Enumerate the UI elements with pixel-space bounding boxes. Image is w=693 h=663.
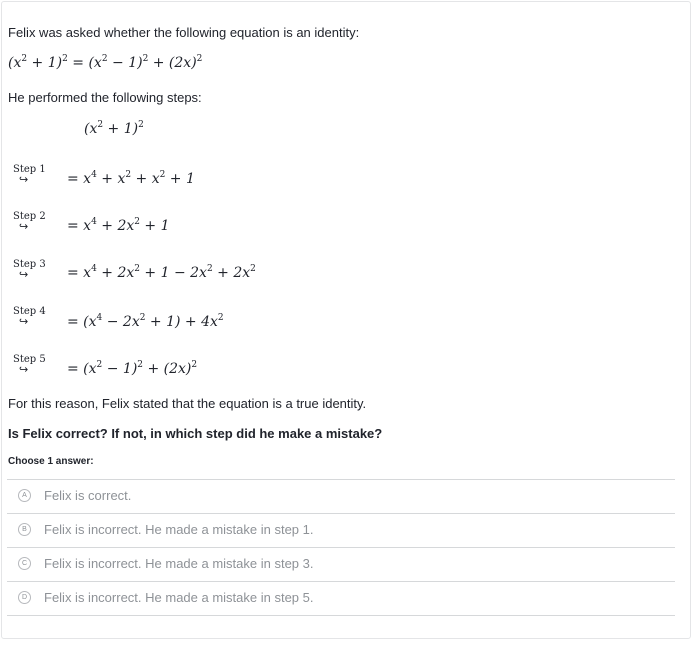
choice-a-bubble-icon[interactable]: A: [18, 489, 31, 502]
choice-c-bubble-icon[interactable]: C: [18, 557, 31, 570]
choice-a[interactable]: [7, 479, 675, 513]
choice-b-text: Felix is incorrect. He made a mistake in step 1.: [44, 522, 314, 537]
step-5-expression: = $(x^2 - 1)^2 + (2x)^2$: [67, 360, 198, 377]
choice-c-text: Felix is incorrect. He made a mistake in step 3.: [44, 556, 314, 571]
performed-text: He performed the following steps:: [8, 90, 202, 105]
choice-d-bubble-icon[interactable]: D: [18, 591, 31, 604]
step-4-text: Step 4: [13, 306, 46, 317]
start-expression: $(x^2 + 1)^2$: [84, 120, 144, 137]
step-5-arrow-icon: ↪: [19, 363, 29, 376]
intro-text: Felix was asked whether the following equation is an identity:: [8, 25, 360, 40]
step-2-label: [13, 211, 46, 231]
question-text: Is Felix correct? If not, in which step did he make a mistake?: [8, 426, 383, 441]
step-1-text: Step 1: [13, 164, 46, 175]
step-2-expression: = $x^4 + 2x^2 + 1$: [67, 217, 170, 234]
step-4-label: [13, 306, 46, 326]
step-5-text: Step 5: [13, 354, 46, 365]
choice-d-text: Felix is incorrect. He made a mistake in step 5.: [44, 590, 314, 605]
choice-b-bubble-icon[interactable]: B: [18, 523, 31, 536]
choice-b[interactable]: [7, 513, 675, 547]
step-1-label: [13, 164, 46, 184]
choice-d[interactable]: [7, 581, 675, 616]
identity-equation: $(x^2 + 1)^2 = (x^2 - 1)^2 + (2x)^2$: [8, 54, 203, 71]
step-4-arrow-icon: ↪: [19, 315, 29, 328]
step-1-arrow-icon: ↪: [19, 173, 29, 186]
choice-c[interactable]: [7, 547, 675, 581]
choice-a-text: Felix is correct.: [44, 488, 132, 503]
step-3-label: [13, 259, 46, 279]
step-2-arrow-icon: ↪: [19, 220, 29, 233]
choose-label: Choose 1 answer:: [8, 456, 94, 467]
step-1-expression: = $x^4 + x^2 + x^2 + 1$: [67, 170, 195, 187]
step-4-expression: = $(x^4 - 2x^2 + 1) + 4x^2$: [67, 313, 224, 330]
step-5-label: [13, 354, 46, 374]
step-3-text: Step 3: [13, 259, 46, 270]
step-3-expression: = $x^4 + 2x^2 + 1 - 2x^2 + 2x^2$: [67, 264, 256, 281]
step-2-text: Step 2: [13, 211, 46, 222]
step-3-arrow-icon: ↪: [19, 268, 29, 281]
conclusion-text: For this reason, Felix stated that the equation is a true identity.: [8, 396, 367, 411]
